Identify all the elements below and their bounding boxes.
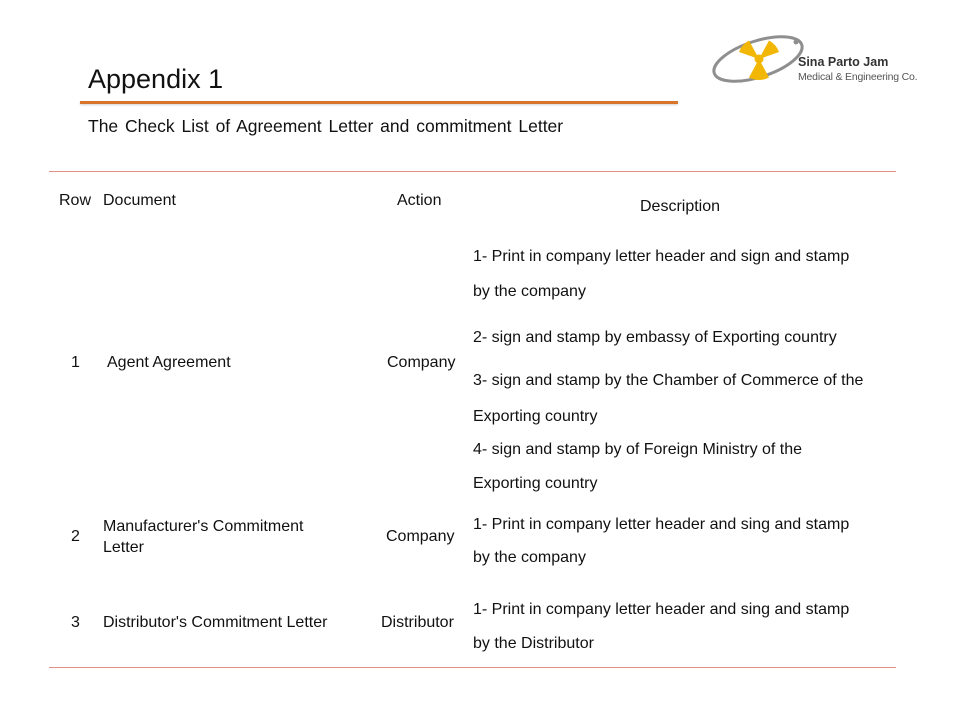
logo-company-name: Sina Parto Jam bbox=[798, 55, 889, 69]
document-name: Agent Agreement bbox=[107, 354, 231, 371]
radiation-trefoil-icon bbox=[708, 26, 808, 92]
row-number: 3 bbox=[71, 614, 80, 631]
description-line: 1- Print in company letter header and sing and stamp bbox=[473, 516, 850, 533]
row-number: 2 bbox=[71, 528, 80, 545]
description-line: by the Distributor bbox=[473, 635, 594, 652]
action: Company bbox=[387, 354, 456, 371]
column-header-row: Row bbox=[59, 192, 92, 209]
logo-company-subtitle: Medical & Engineering Co. bbox=[798, 71, 918, 83]
description-line: by the company bbox=[473, 549, 586, 566]
page-subtitle: The Check List of Agreement Letter and commitment Letter bbox=[88, 116, 564, 136]
description-line: by the company bbox=[473, 283, 586, 300]
column-header-document: Document bbox=[103, 192, 176, 209]
row-number: 1 bbox=[71, 354, 80, 371]
description-line: Exporting country bbox=[473, 475, 598, 492]
description-line: 4- sign and stamp by of Foreign Ministry of the bbox=[473, 441, 803, 458]
table-bottom-rule bbox=[49, 667, 896, 668]
description-line: 1- Print in company letter header and sing and stamp bbox=[473, 601, 850, 618]
page-title: Appendix 1 bbox=[88, 64, 224, 94]
description-line: Exporting country bbox=[473, 408, 598, 425]
document-name-line: Letter bbox=[103, 539, 144, 556]
document-name: Distributor's Commitment Letter bbox=[103, 614, 328, 631]
column-header-description: Description bbox=[640, 198, 721, 215]
description-line: 1- Print in company letter header and sign and stamp bbox=[473, 248, 850, 265]
description-line: 3- sign and stamp by the Chamber of Commerce of the bbox=[473, 372, 864, 389]
document-name-line: Manufacturer's Commitment bbox=[103, 518, 304, 535]
description-line: 2- sign and stamp by embassy of Exporting country bbox=[473, 329, 837, 346]
title-underline bbox=[80, 101, 678, 104]
column-header-action: Action bbox=[397, 192, 442, 209]
action: Company bbox=[386, 528, 455, 545]
table-top-rule bbox=[49, 171, 896, 172]
action: Distributor bbox=[381, 614, 454, 631]
